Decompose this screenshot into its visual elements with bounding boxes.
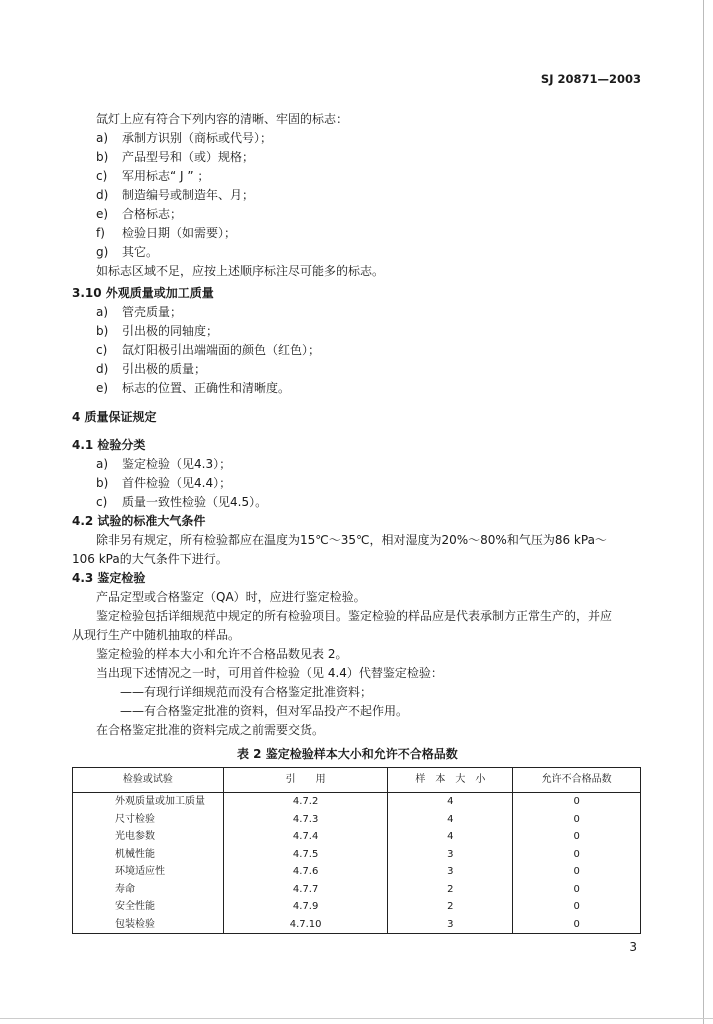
table-cell-reference: 4.7.3 (223, 811, 388, 829)
table-cell-reference: 4.7.7 (223, 881, 388, 899)
scan-bottom-line (0, 1018, 713, 1019)
section-3-10-list-item-label: b) (96, 324, 109, 338)
section-4-heading: 4 质量保证规定 (72, 410, 157, 424)
section-3-10-list-item-text: 氙灯阳极引出端端面的颜色（红色）； (122, 343, 321, 357)
table-cell-reference: 4.7.4 (223, 828, 388, 846)
table-cell-sample-size: 4 (388, 811, 513, 829)
section-4-2-text-line1: 除非另有规定，所有检验都应在温度为15℃～35℃，相对湿度为20%～80%和气压为86 kPa～ (96, 533, 607, 547)
page-number: 3 (629, 940, 637, 954)
table-cell-test: 安全性能 (73, 898, 224, 916)
section-3-10-list-item-label: a) (96, 305, 109, 319)
table-cell-sample-size: 3 (388, 863, 513, 881)
section-4-3-para3: 鉴定检验的样本大小和允许不合格品数见表 2。 (96, 647, 348, 661)
section-4-1-list-item-label: b) (96, 476, 109, 490)
table-row (73, 793, 641, 811)
section-3-10-list-item-label: c) (96, 343, 108, 357)
marking-list-item-label: c) (96, 169, 108, 183)
table-cell-reference: 4.7.2 (223, 793, 388, 811)
table-cell-reference: 4.7.5 (223, 846, 388, 864)
section-4-3-para2-line2: 从现行生产中随机抽取的样品。 (72, 628, 241, 642)
section-4-1-heading: 4.1 检验分类 (72, 438, 146, 452)
table-cell-sample-size: 3 (388, 846, 513, 864)
marking-list-item-label: b) (96, 150, 109, 164)
table-cell-reference: 4.7.6 (223, 863, 388, 881)
section-4-3-heading: 4.3 鉴定检验 (72, 571, 146, 585)
table-cell-sample-size: 4 (388, 828, 513, 846)
section-3-10-list-item-text: 管壳质量； (122, 305, 183, 319)
table-row (73, 881, 641, 899)
section-3-10-list-item-text: 标志的位置、正确性和清晰度。 (122, 381, 291, 395)
table-header-row (73, 768, 641, 793)
table-cell-test: 环境适应性 (73, 863, 224, 881)
marking-list-item-label: a) (96, 131, 109, 145)
table-cell-reference: 4.7.9 (223, 898, 388, 916)
section-4-2-heading: 4.2 试验的标准大气条件 (72, 514, 206, 528)
table-cell-allowed-defects: 0 (513, 846, 641, 864)
table-cell-sample-size: 3 (388, 916, 513, 934)
table-cell-allowed-defects: 0 (513, 881, 641, 899)
table-header-test: 检验或试验 (73, 768, 224, 793)
table-header-allowed-defects: 允许不合格品数 (513, 768, 641, 793)
table-row (73, 828, 641, 846)
table-cell-allowed-defects: 0 (513, 811, 641, 829)
table-cell-test: 机械性能 (73, 846, 224, 864)
marking-intro: 氙灯上应有符合下列内容的清晰、牢固的标志： (96, 112, 349, 126)
table-cell-allowed-defects: 0 (513, 828, 641, 846)
section-3-10-list-item-label: e) (96, 381, 109, 395)
table-row (73, 898, 641, 916)
section-4-2-text-line2: 106 kPa的大气条件下进行。 (72, 552, 228, 566)
table-cell-allowed-defects: 0 (513, 793, 641, 811)
table-row (73, 846, 641, 864)
section-4-3-para1: 产品定型或合格鉴定（QA）时，应进行鉴定检验。 (96, 590, 366, 604)
table-cell-allowed-defects: 0 (513, 863, 641, 881)
table-cell-test: 寿命 (73, 881, 224, 899)
section-4-3-para5: 在合格鉴定批准的资料完成之前需要交货。 (96, 723, 325, 737)
marking-list-item-text: 军用标志“ J ” ； (122, 169, 210, 183)
table-cell-allowed-defects: 0 (513, 898, 641, 916)
marking-list-item-text: 产品型号和（或）规格； (122, 150, 255, 164)
table-2 (72, 767, 641, 934)
section-4-3-dash-item-2: ——有合格鉴定批准的资料，但对军品投产不起作用。 (120, 704, 409, 718)
table-2-caption: 表 2 鉴定检验样本大小和允许不合格品数 (237, 747, 458, 761)
table-cell-test: 光电参数 (73, 828, 224, 846)
table-cell-test: 包装检验 (73, 916, 224, 934)
section-4-1-list-item-text: 鉴定检验（见4.3）； (122, 457, 232, 471)
marking-list-item-label: d) (96, 188, 109, 202)
section-3-10-heading: 3.10 外观质量或加工质量 (72, 286, 214, 300)
section-4-1-list-item-text: 首件检验（见4.4）； (122, 476, 232, 490)
section-3-10-list-item-label: d) (96, 362, 109, 376)
scan-edge-line (703, 0, 704, 1024)
section-4-1-list-item-text: 质量一致性检验（见4.5）。 (122, 495, 268, 509)
marking-list-item-label: f) (96, 226, 105, 240)
marking-list-item-text: 检验日期（如需要）； (122, 226, 237, 240)
table-cell-sample-size: 4 (388, 793, 513, 811)
table-row (73, 916, 641, 934)
table-cell-sample-size: 2 (388, 881, 513, 899)
table-cell-reference: 4.7.10 (223, 916, 388, 934)
marking-list-item-label: g) (96, 245, 109, 259)
section-4-3-dash-item-1: ——有现行详细规范而没有合格鉴定批准资料； (120, 685, 373, 699)
section-4-3-para2-line1: 鉴定检验包括详细规范中规定的所有检验项目。鉴定检验的样品应是代表承制方正常生产的，并应 (96, 609, 613, 623)
table-row (73, 811, 641, 829)
marking-list-item-text: 承制方识别（商标或代号）； (122, 131, 273, 145)
standard-code: SJ 20871—2003 (540, 72, 641, 86)
section-4-1-list-item-label: c) (96, 495, 108, 509)
marking-list-item-text: 合格标志； (122, 207, 183, 221)
table-cell-test: 外观质量或加工质量 (73, 793, 224, 811)
table-cell-allowed-defects: 0 (513, 916, 641, 934)
marking-list-item-text: 制造编号或制造年、月； (122, 188, 255, 202)
marking-list-item-text: 其它。 (122, 245, 159, 259)
section-3-10-list-item-text: 引出极的质量； (122, 362, 207, 376)
table-header-reference: 引 用 (223, 768, 388, 793)
table-cell-sample-size: 2 (388, 898, 513, 916)
table-row (73, 863, 641, 881)
section-3-10-list-item-text: 引出极的同轴度； (122, 324, 219, 338)
section-4-3-para4: 当出现下述情况之一时，可用首件检验（见 4.4）代替鉴定检验： (96, 666, 443, 680)
table-header-sample-size: 样 本 大 小 (388, 768, 513, 793)
marking-list-item-label: e) (96, 207, 109, 221)
marking-note: 如标志区域不足，应按上述顺序标注尽可能多的标志。 (96, 264, 385, 278)
table-cell-test: 尺寸检验 (73, 811, 224, 829)
section-4-1-list-item-label: a) (96, 457, 109, 471)
